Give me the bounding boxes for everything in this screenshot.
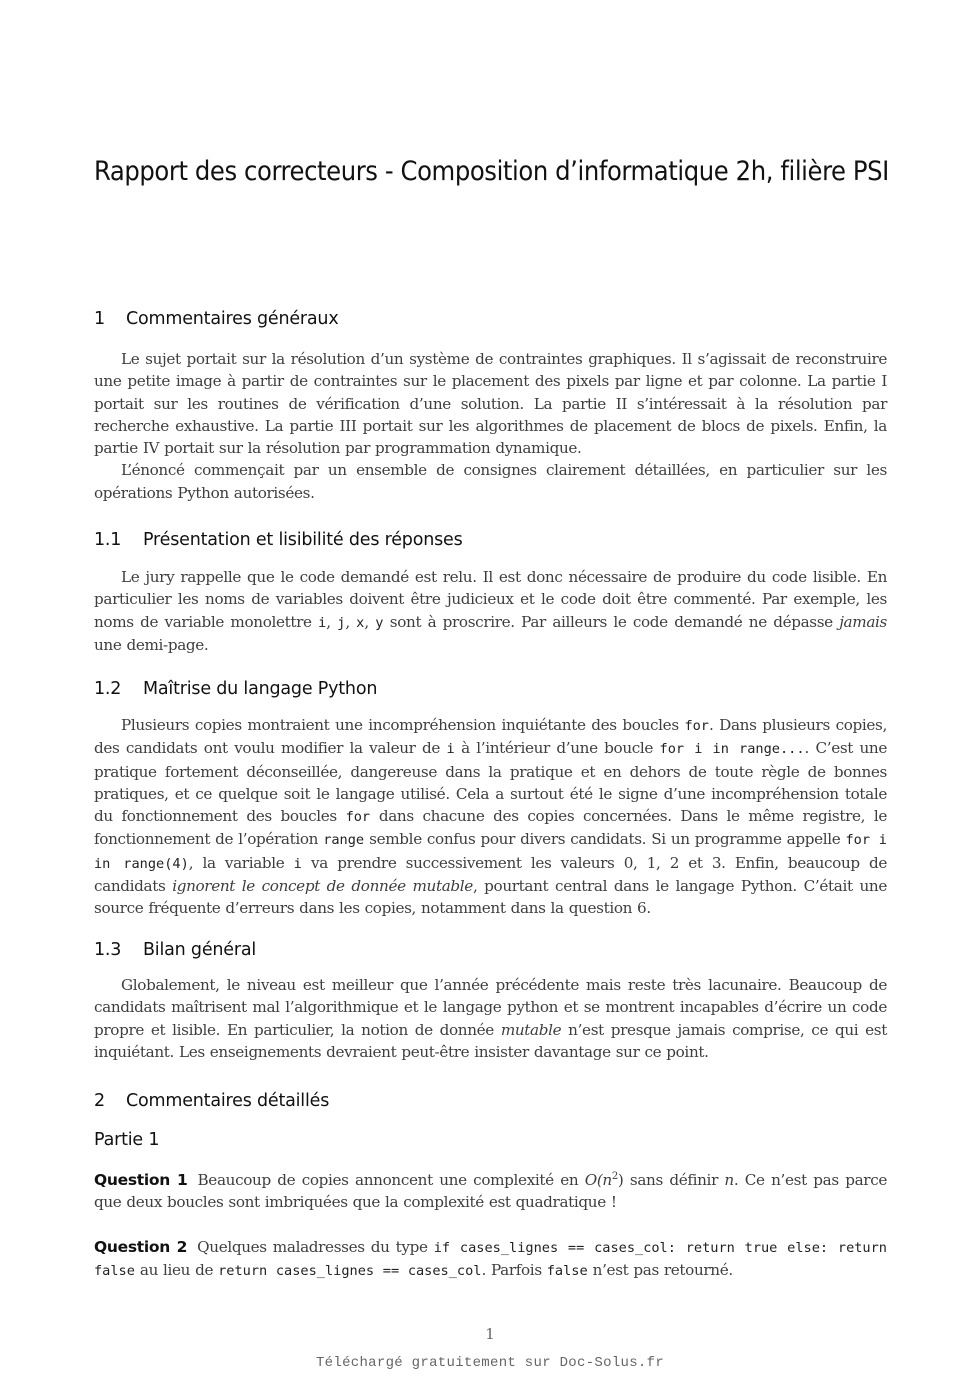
paragraph-text: sans définir — [623, 1171, 725, 1190]
paragraph-bilan — [94, 974, 887, 1063]
inline-code: for i in range... — [659, 741, 805, 758]
section-heading-2 — [94, 1091, 329, 1111]
math-variable: n — [724, 1171, 734, 1190]
emphasis-text: jamais — [839, 612, 887, 631]
section-heading-1 — [94, 309, 338, 329]
section-title: Commentaires généraux — [126, 309, 339, 329]
question-label: Question 2 — [94, 1238, 188, 1256]
paragraph-text: , la variable — [188, 853, 294, 872]
question-2 — [94, 1236, 887, 1283]
inline-code: false — [546, 1263, 588, 1280]
paragraph-text: Globalement, le niveau est meilleur que l’année précédente mais reste très lacunaire. Beaucoup de candidats maîtrisent mal l’algorithmique et le langage python et se montrent incapables d’écrire un code propre et lisible. En particulier, la notion de donnée — [94, 976, 887, 1039]
paragraph-text: , — [364, 612, 376, 631]
section-heading-1-2 — [94, 679, 377, 699]
inline-code: j — [337, 614, 346, 631]
inline-code: i — [293, 855, 302, 872]
math-superscript: 2 — [611, 1171, 618, 1182]
inline-code: for i in range(4) — [94, 832, 887, 872]
paragraph-text: au lieu de — [134, 1261, 219, 1280]
inline-code: x — [356, 614, 365, 631]
footer-watermark: Téléchargé gratuitement sur Doc-Solus.fr — [315, 1355, 665, 1371]
paragraph-text: semble confus pour divers candidats. Si un programme appelle — [364, 830, 846, 849]
paragraph-intro — [94, 348, 887, 504]
section-heading-1-1 — [94, 530, 463, 550]
paragraph-text: va prendre successivement les valeurs 0, 1, 2 et 3. Enfin, beaucoup de candidats — [94, 853, 887, 896]
paragraph-python — [94, 714, 887, 920]
paragraph-text: sont à proscrire. Par ailleurs le code demandé ne dépasse — [383, 612, 840, 631]
paragraph-text: Plusieurs copies montraient une incompréhension inquiétante des boucles — [121, 716, 685, 734]
inline-code: for — [345, 809, 371, 826]
math-text: O(n — [584, 1171, 612, 1190]
section-number: 1.2 — [94, 679, 122, 699]
paragraph-text: , — [326, 612, 338, 631]
paragraph-text: . Dans plusieurs copies, des candidats ont voulu modifier la valeur de — [94, 716, 887, 758]
math-text: ) — [617, 1171, 624, 1190]
paragraph-text: dans chacune des copies concernées. Dans le même registre, le fonctionnement de l’opération — [94, 807, 888, 849]
section-number: 1 — [94, 309, 105, 329]
section-title: Commentaires détaillés — [126, 1091, 330, 1111]
part-heading: Partie 1 — [94, 1130, 160, 1150]
section-number: 1.1 — [94, 530, 122, 550]
paragraph-text: . Parfois — [481, 1261, 547, 1280]
paragraph-text: Le jury rappelle que le code demandé est relu. Il est donc nécessaire de produire du code lisible. En particulier les noms de variables doivent être judicieux et le code doit être commenté. Par exemple, les noms de variable monolettre — [94, 568, 887, 631]
inline-code: for — [684, 718, 709, 734]
section-title: Bilan général — [143, 940, 257, 960]
section-number: 1.3 — [94, 940, 122, 960]
question-label: Question 1 — [94, 1171, 188, 1190]
paragraph-text: une demi-page. — [94, 635, 209, 654]
section-heading-1-3 — [94, 940, 256, 960]
paragraph-text: . C’est une pratique fortement déconseillée, dangereuse dans la pratique et en dehors de toute règle de bonnes pratiques, et ce quelque soit le langage utilisé. Cela a surtout été le signe d’une incompréhension totale du fonctionnement des boucles — [94, 739, 887, 826]
inline-code: if cases_lignes == cases_col: return true else: return false — [94, 1240, 887, 1280]
paragraph-text: n’est pas retourné. — [587, 1261, 733, 1280]
paragraph-text: , pourtant central dans le langage Python. C’était une source fréquente d’erreurs dans les copies, notamment dans la question 6. — [94, 877, 887, 918]
paragraph-text: à l’intérieur d’une boucle — [454, 739, 660, 758]
paragraph-text: . Ce n’est pas parce que deux boucles sont imbriquées que la complexité est quadratique ! — [94, 1171, 887, 1212]
paragraph-presentation — [94, 566, 887, 656]
emphasis-text: mutable — [500, 1020, 562, 1039]
paragraph-text: , — [345, 612, 357, 631]
paragraph-text: Le sujet portait sur la résolution d’un système de contraintes graphiques. Il s’agissait de reconstruire une petite image à partir de contraintes sur le placement des pixels par ligne et par colonne. La partie I portait sur les routines de vérification d’une solution. La partie II s’intéressait à la résolution par recherche exhaustive. La partie III portait sur les algorithmes de placement de blocs de pixels. Enfin, la partie IV portait sur la résolution par programmation dynamique. — [94, 350, 887, 458]
section-number: 2 — [94, 1091, 105, 1111]
paragraph-text: Beaucoup de copies annoncent une complexité en — [197, 1171, 585, 1190]
section-title: Maîtrise du langage Python — [143, 679, 378, 699]
question-1 — [94, 1166, 887, 1214]
inline-code: return cases_lignes == cases_col — [218, 1263, 482, 1280]
math-expression — [585, 1171, 624, 1189]
inline-code: i — [446, 741, 455, 758]
paragraph-text: L’énoncé commençait par un ensemble de consignes clairement détaillées, en particulier sur les opérations Python autorisées. — [94, 461, 887, 502]
inline-code: y — [375, 614, 384, 631]
paragraph-text: n’est presque jamais comprise, ce qui est inquiétant. Les enseignements devraient peut-être insister davantage sur ce point. — [94, 1020, 887, 1061]
inline-code: range — [323, 832, 365, 849]
document-title: Rapport des correcteurs - Composition d’informatique 2h, filière PSI — [94, 156, 889, 187]
inline-code: i — [318, 614, 327, 631]
section-title: Présentation et lisibilité des réponses — [143, 530, 463, 550]
page-number: 1 — [485, 1325, 495, 1343]
paragraph-text: Quelques maladresses du type — [197, 1238, 434, 1256]
emphasis-text: ignorent le concept de donnée mutable — [172, 877, 473, 896]
